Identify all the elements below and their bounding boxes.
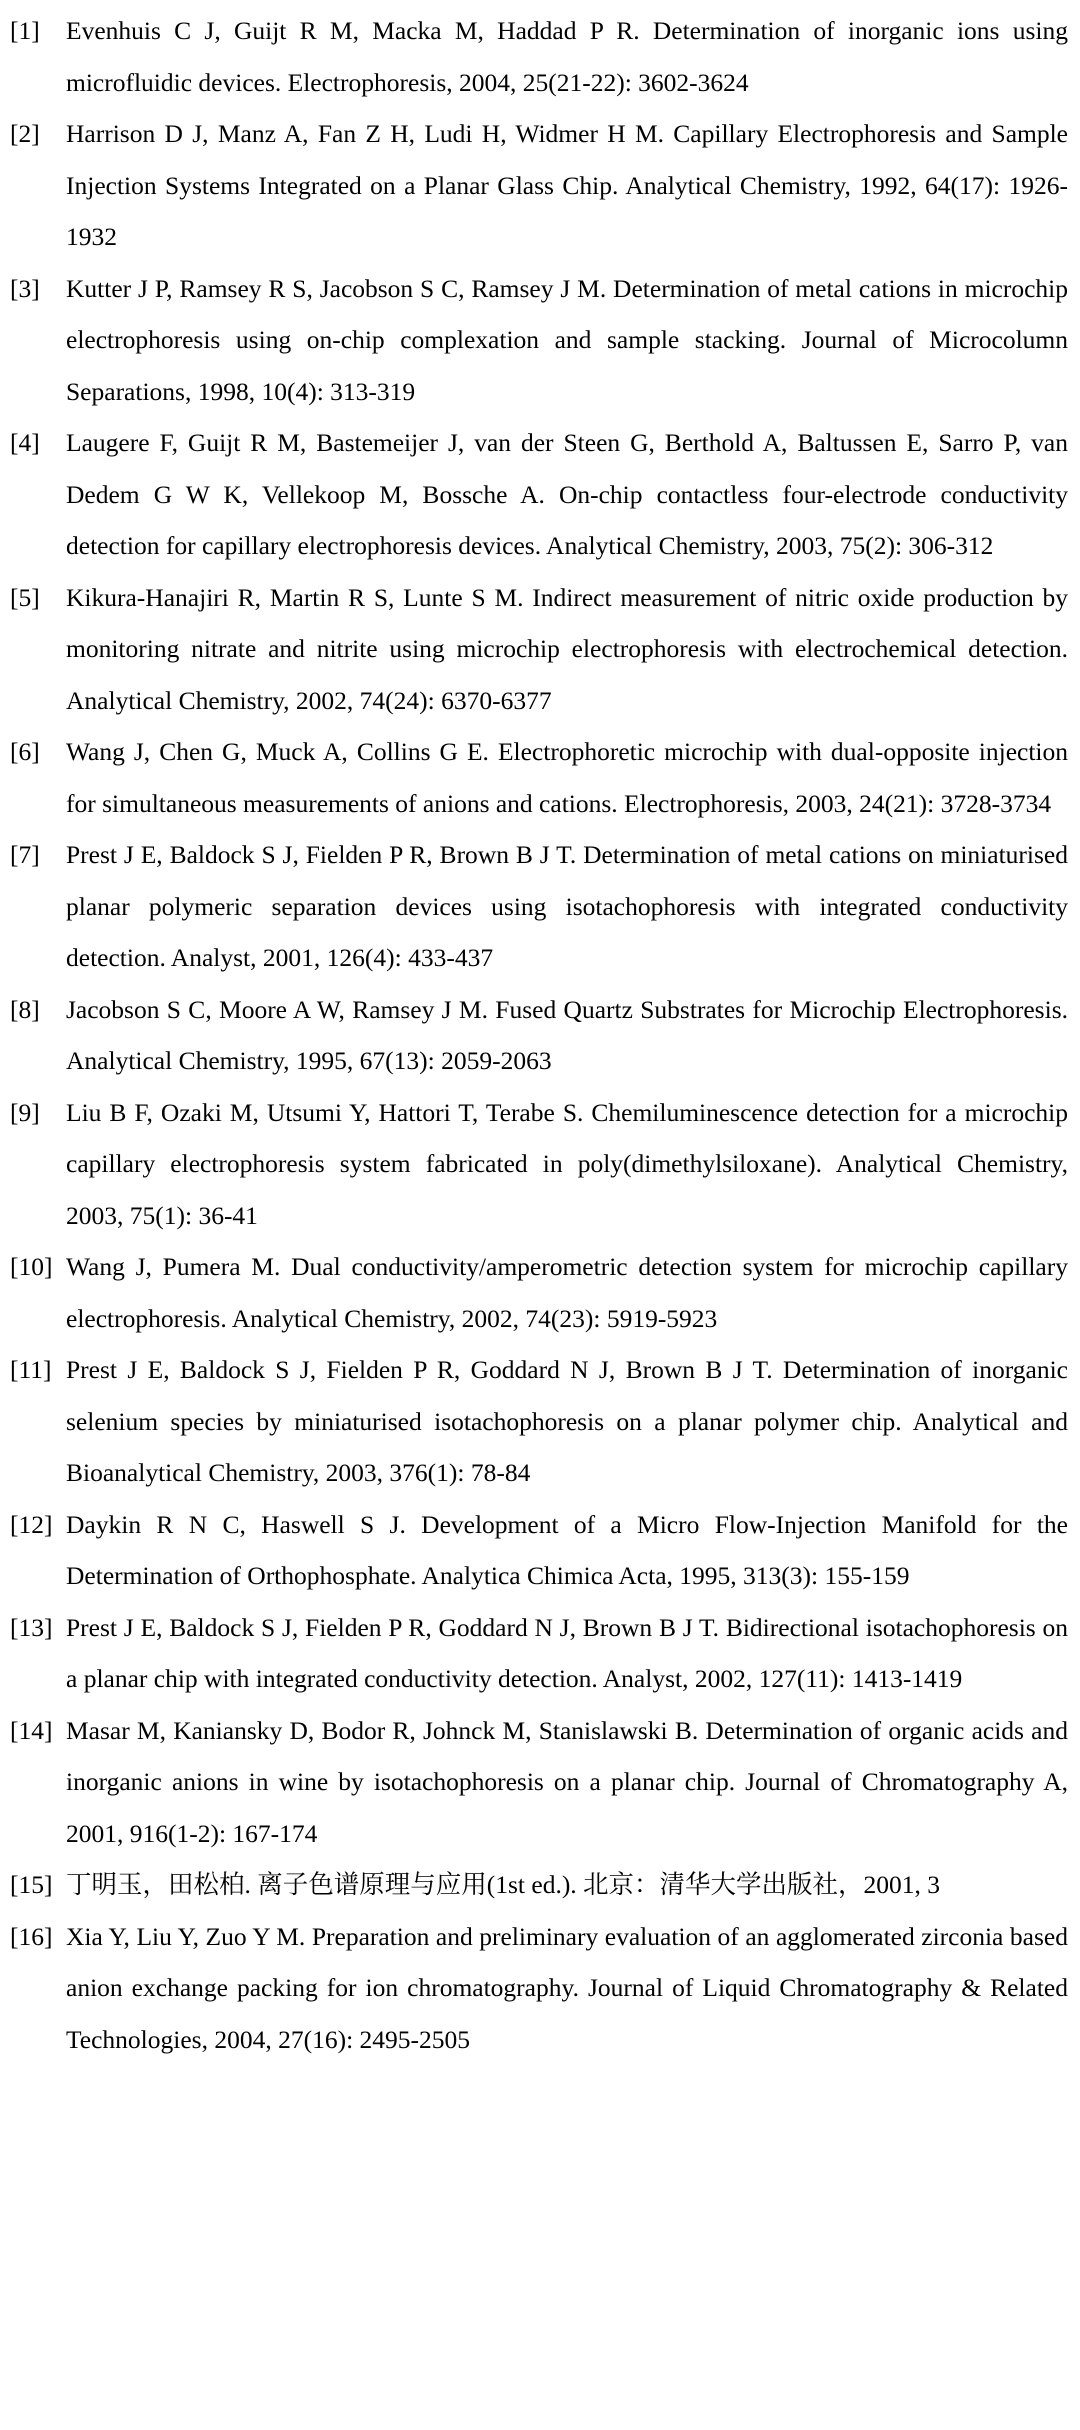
reference-item (10, 572, 1068, 727)
reference-text: Kutter J P, Ramsey R S, Jacobson S C, Ramsey J M. Determination of metal cations in microchip electrophoresis using on-chip complexation and sample stacking. Journal of Microcolumn Separations, 1998, 10(4): 313-319 (66, 273, 1068, 406)
reference-item (10, 1344, 1068, 1499)
reference-number: [7] (10, 840, 40, 869)
reference-number: [6] (10, 737, 40, 766)
reference-item (10, 984, 1068, 1087)
reference-text: Xia Y, Liu Y, Zuo Y M. Preparation and preliminary evaluation of an agglomerated zirconia based anion exchange packing for ion chromatography. Journal of Liquid Chromatography & Related Technologies, 2004, 27(16): 2495-2505 (66, 1921, 1068, 2054)
reference-item (10, 726, 1068, 829)
reference-number: [12] (10, 1509, 53, 1539)
reference-text: Jacobson S C, Moore A W, Ramsey J M. Fused Quartz Substrates for Microchip Electrophoresis. Analytical Chemistry, 1995, 67(13): 2059-2063 (66, 994, 1068, 1075)
reference-text: Prest J E, Baldock S J, Fielden P R, Goddard N J, Brown B J T. Determination of inorganic selenium species by miniaturised isotachophoresis on a planar polymer chip. Analytical and Bioanalytical Chemistry, 2003, 376(1): 78-84 (66, 1355, 1068, 1487)
reference-item (10, 263, 1068, 418)
reference-number: [11] (10, 1355, 52, 1384)
reference-number: [16] (10, 1921, 53, 1951)
reference-item (10, 1705, 1068, 1860)
reference-text: Wang J, Pumera M. Dual conductivity/amperometric detection system for microchip capillary electrophoresis. Analytical Chemistry, 2002, 74(23): 5919-5923 (66, 1252, 1068, 1333)
reference-text: Harrison D J, Manz A, Fan Z H, Ludi H, Widmer H M. Capillary Electrophoresis and Sample Injection Systems Integrated on a Planar Glass Chip. Analytical Chemistry, 1992, 64(17): 1926-1932 (66, 119, 1068, 251)
reference-item (10, 829, 1068, 984)
reference-number: [5] (10, 582, 40, 612)
reference-number: [4] (10, 428, 40, 457)
reference-item (10, 1911, 1068, 2066)
reference-text: 丁明玉，田松柏. 离子色谱原理与应用(1st ed.). 北京：清华大学出版社，2001, 3 (66, 1870, 941, 1899)
reference-number: [15] (10, 1870, 53, 1899)
reference-item (10, 5, 1068, 108)
reference-number: [3] (10, 273, 40, 303)
reference-number: [1] (10, 16, 40, 45)
reference-item (10, 1241, 1068, 1344)
reference-text: Wang J, Chen G, Muck A, Collins G E. Electrophoretic microchip with dual-opposite injection for simultaneous measurements of anions and cations. Electrophoresis, 2003, 24(21): 3728-3734 (66, 737, 1068, 818)
reference-number: [13] (10, 1612, 53, 1642)
reference-item (10, 1602, 1068, 1705)
reference-text: Prest J E, Baldock S J, Fielden P R, Goddard N J, Brown B J T. Bidirectional isotachophoresis on a planar chip with integrated conductivity detection. Analyst, 2002, 127(11): 1413-1419 (66, 1612, 1068, 1693)
reference-item (10, 1087, 1068, 1242)
reference-text: Daykin R N C, Haswell S J. Development of a Micro Flow-Injection Manifold for the Determination of Orthophosphate. Analytica Chimica Acta, 1995, 313(3): 155-159 (66, 1509, 1068, 1590)
reference-list (10, 5, 1068, 2065)
reference-item (10, 1859, 1068, 1911)
reference-number: [9] (10, 1097, 40, 1127)
reference-text: Kikura-Hanajiri R, Martin R S, Lunte S M. Indirect measurement of nitric oxide production by monitoring nitrate and nitrite using microchip electrophoresis with electrochemical detection. Analytical Chemistry, 2002, 74(24): 6370-6377 (66, 582, 1068, 715)
reference-number: [8] (10, 994, 40, 1024)
reference-item (10, 1499, 1068, 1602)
reference-text: Laugere F, Guijt R M, Bastemeijer J, van der Steen G, Berthold A, Baltussen E, Sarro P, van Dedem G W K, Vellekoop M, Bossche A. On-chip contactless four-electrode conductivity detection for capillary electrophoresis devices. Analytical Chemistry, 2003, 75(2): 306-312 (66, 428, 1068, 560)
reference-item (10, 417, 1068, 572)
reference-number: [2] (10, 119, 40, 148)
reference-number: [10] (10, 1252, 53, 1281)
reference-text: Prest J E, Baldock S J, Fielden P R, Brown B J T. Determination of metal cations on miniaturised planar polymeric separation devices using isotachophoresis with integrated conductivity detection. Analyst, 2001, 126(4): 433-437 (66, 840, 1068, 972)
reference-text: Evenhuis C J, Guijt R M, Macka M, Haddad P R. Determination of inorganic ions using microfluidic devices. Electrophoresis, 2004, 25(21-22): 3602-3624 (66, 16, 1068, 97)
reference-item (10, 108, 1068, 263)
reference-text: Masar M, Kaniansky D, Bodor R, Johnck M, Stanislawski B. Determination of organic acids and inorganic anions in wine by isotachophoresis on a planar chip. Journal of Chromatography A, 2001, 916(1-2): 167-174 (66, 1715, 1068, 1848)
reference-number: [14] (10, 1715, 53, 1745)
reference-text: Liu B F, Ozaki M, Utsumi Y, Hattori T, Terabe S. Chemiluminescence detection for a microchip capillary electrophoresis system fabricated in poly(dimethylsiloxane). Analytical Chemistry, 2003, 75(1): 36-41 (66, 1097, 1068, 1230)
